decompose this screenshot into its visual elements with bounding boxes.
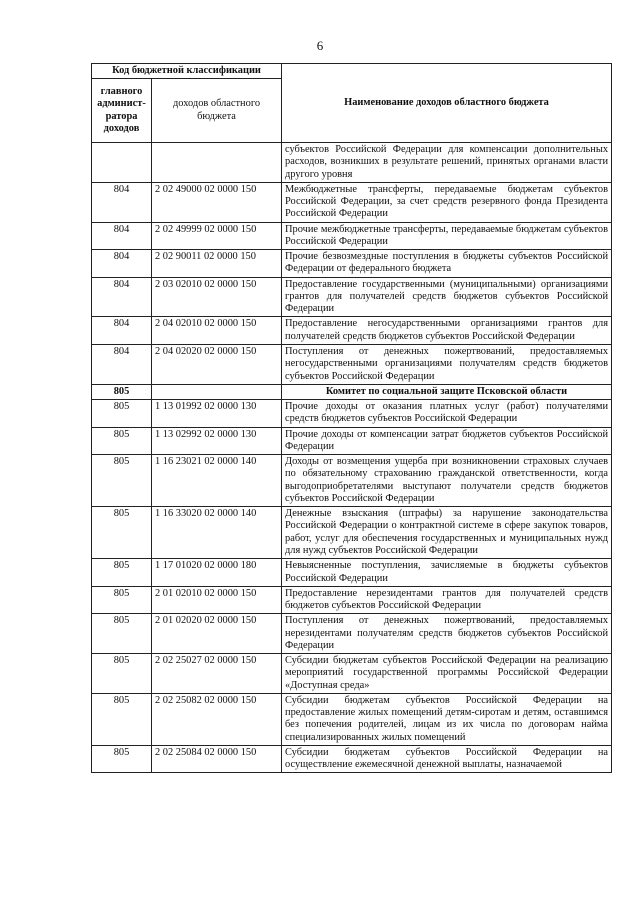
income-code-cell: 2 01 02020 02 0000 150 (152, 614, 282, 654)
table-row (92, 222, 612, 250)
page-number: 6 (316, 38, 324, 53)
admin-code-cell: 805 (92, 654, 152, 694)
income-code-cell: 2 02 90011 02 0000 150 (152, 250, 282, 278)
admin-code-cell: 804 (92, 277, 152, 317)
income-description-cell: Субсидии бюджетам субъектов Российской Федерации на осуществление ежемесячной денежной выплаты, назначаемой (282, 745, 612, 773)
income-code-cell (152, 143, 282, 183)
income-code-cell (152, 384, 282, 399)
income-code-cell: 2 03 02010 02 0000 150 (152, 277, 282, 317)
income-description-cell: Денежные взыскания (штрафы) за нарушение законодательства Российской Федерации о контрактной системе в сфере закупок товаров, работ, услуг для обеспечения государственных и муниципальных нужд для нужд субъектов Российской Федерации (282, 507, 612, 559)
income-description-cell: Прочие доходы от оказания платных услуг (работ) получателями средств бюджетов субъектов Российской Федерации (282, 400, 612, 428)
income-description-cell: Прочие безвозмездные поступления в бюджеты субъектов Российской Федерации от федерального бюджета (282, 250, 612, 278)
income-code-cell: 2 02 25027 02 0000 150 (152, 654, 282, 694)
income-code-cell: 1 13 02992 02 0000 130 (152, 427, 282, 455)
admin-code-cell: 804 (92, 182, 152, 222)
table-row (92, 143, 612, 183)
income-code-cell: 2 01 02010 02 0000 150 (152, 586, 282, 614)
header-group-title: Код бюджетной классификации (92, 64, 282, 79)
table-row (92, 507, 612, 559)
table-row (92, 586, 612, 614)
admin-code-cell: 804 (92, 222, 152, 250)
income-description-cell: Предоставление негосударственными организациями грантов для получателей средств бюджетов субъектов Российской Федерации (282, 317, 612, 345)
admin-code-cell: 805 (92, 559, 152, 587)
income-description-cell: Субсидии бюджетам субъектов Российской Федерации на предоставление жилых помещений детям-сиротам и детям, оставшимся без попечения родителей, лицам из их числа по договорам найма специализированных жилых помещений (282, 693, 612, 745)
admin-code-cell: 805 (92, 693, 152, 745)
income-description-cell: субъектов Российской Федерации для компенсации дополнительных расходов, возникших в результате решений, принятых органами власти другого уровня (282, 143, 612, 183)
income-code-cell: 1 13 01992 02 0000 130 (152, 400, 282, 428)
admin-code-cell: 805 (92, 455, 152, 507)
income-description-cell: Субсидии бюджетам субъектов Российской Федерации на реализацию мероприятий государственной программы Российской Федерации «Доступная среда» (282, 654, 612, 694)
table-row (92, 559, 612, 587)
budget-classification-table (91, 63, 612, 773)
income-code-cell: 1 17 01020 02 0000 180 (152, 559, 282, 587)
income-description-cell: Предоставление нерезидентами грантов для получателей средств бюджетов субъектов Российской Федерации (282, 586, 612, 614)
income-description-cell: Поступления от денежных пожертвований, предоставляемых нерезидентами получателям средств бюджетов субъектов Российской Федерации (282, 614, 612, 654)
admin-code-cell: 805 (92, 384, 152, 399)
income-description-cell: Поступления от денежных пожертвований, предоставляемых негосударственными организациями получателям средств бюджетов субъектов Российской Федерации (282, 344, 612, 384)
table-row (92, 400, 612, 428)
table-row (92, 344, 612, 384)
admin-code-cell: 804 (92, 317, 152, 345)
admin-code-cell: 805 (92, 586, 152, 614)
header-name: Наименование доходов областного бюджета (282, 64, 612, 143)
income-description-cell: Доходы от возмещения ущерба при возникновении страховых случаев по обязательному страхованию гражданской ответственности, когда выгодоприобретателями выступают получатели средств бюджетов субъектов Российской Федерации (282, 455, 612, 507)
admin-code-cell: 805 (92, 427, 152, 455)
table-row (92, 384, 612, 399)
table-row (92, 250, 612, 278)
table-row (92, 317, 612, 345)
income-code-cell: 1 16 23021 02 0000 140 (152, 455, 282, 507)
income-description-cell: Прочие межбюджетные трансферты, передаваемые бюджетам субъектов Российской Федерации (282, 222, 612, 250)
table-row (92, 614, 612, 654)
income-code-cell: 2 02 49000 02 0000 150 (152, 182, 282, 222)
income-description-cell: Невыясненные поступления, зачисляемые в бюджеты субъектов Российской Федерации (282, 559, 612, 587)
income-code-cell: 2 04 02020 02 0000 150 (152, 344, 282, 384)
header-admin: главного админист-ратора доходов (92, 79, 152, 143)
table-row (92, 745, 612, 773)
income-code-cell: 2 04 02010 02 0000 150 (152, 317, 282, 345)
table-row (92, 182, 612, 222)
admin-code-cell: 805 (92, 507, 152, 559)
table-row (92, 427, 612, 455)
header-code: доходов областного бюджета (152, 79, 282, 143)
table-row (92, 654, 612, 694)
income-code-cell: 1 16 33020 02 0000 140 (152, 507, 282, 559)
income-description-cell: Предоставление государственными (муниципальными) организациями грантов для получателей средств бюджетов субъектов Российской Федерации (282, 277, 612, 317)
table-row (92, 277, 612, 317)
table-row (92, 455, 612, 507)
income-code-cell: 2 02 25082 02 0000 150 (152, 693, 282, 745)
table-row (92, 693, 612, 745)
income-description-cell: Комитет по социальной защите Псковской области (282, 384, 612, 399)
admin-code-cell: 805 (92, 614, 152, 654)
income-code-cell: 2 02 49999 02 0000 150 (152, 222, 282, 250)
admin-code-cell: 805 (92, 400, 152, 428)
admin-code-cell: 804 (92, 250, 152, 278)
income-description-cell: Межбюджетные трансферты, передаваемые бюджетам субъектов Российской Федерации, за счет средств резервного фонда Президента Российской Федерации (282, 182, 612, 222)
income-description-cell: Прочие доходы от компенсации затрат бюджетов субъектов Российской Федерации (282, 427, 612, 455)
admin-code-cell: 804 (92, 344, 152, 384)
admin-code-cell: 805 (92, 745, 152, 773)
income-code-cell: 2 02 25084 02 0000 150 (152, 745, 282, 773)
admin-code-cell (92, 143, 152, 183)
